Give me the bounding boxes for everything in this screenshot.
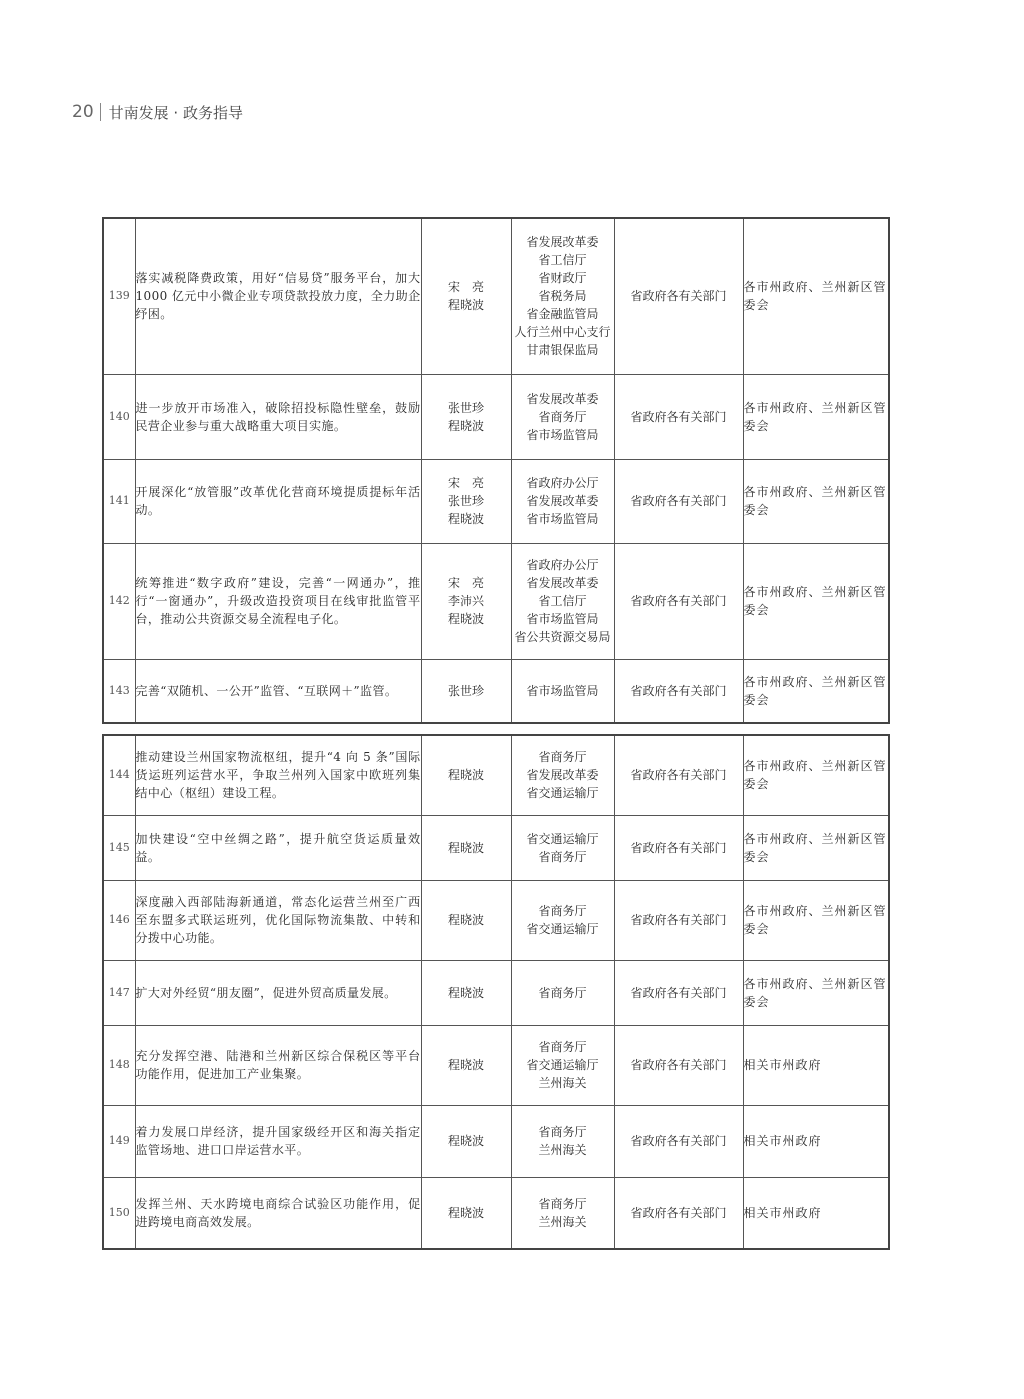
lead-unit: 省政府办公厅 xyxy=(526,476,599,490)
task-cell xyxy=(135,815,421,880)
lead-unit-cell xyxy=(511,880,614,960)
item-number: 146 xyxy=(108,913,130,926)
task-text: 扩大对外经贸“朋友圈”，促进外贸高质量发展。 xyxy=(135,985,397,1000)
item-number: 150 xyxy=(108,1205,130,1219)
lead-unit: 省商务厅 xyxy=(538,1040,587,1054)
coop-unit: 省政府各有关部门 xyxy=(630,985,727,1000)
lead-unit: 省市场监管局 xyxy=(526,683,599,698)
leader-cell xyxy=(421,1105,511,1177)
item-number-cell xyxy=(103,1105,135,1177)
task-text: 发挥兰州、天水跨境电商综合试验区功能作用，促进跨境电商高效发展。 xyxy=(135,1196,421,1229)
leader-name: 宋 亮 xyxy=(447,280,484,295)
coop-unit: 省政府各有关部门 xyxy=(630,409,727,424)
task-cell xyxy=(135,659,421,723)
lead-unit: 省发展改革委 xyxy=(526,391,599,406)
task-text: 着力发展口岸经济，提升国家级经开区和海关指定监管场地、进口口岸运营水平。 xyxy=(135,1125,421,1157)
leader-name: 程晓波 xyxy=(447,1134,484,1148)
responsible-unit: 相关市州政府 xyxy=(743,1205,822,1220)
lead-unit: 兰州海关 xyxy=(538,1214,587,1229)
table-row xyxy=(103,459,889,543)
coop-unit-cell xyxy=(614,543,743,659)
section-title: 甘南发展 · 政务指导 xyxy=(108,103,243,122)
leader-name: 李沛兴 xyxy=(447,594,484,608)
lead-unit: 省商务厅 xyxy=(538,1196,587,1211)
lead-unit-cell xyxy=(511,960,614,1025)
responsible-unit: 各市州政府、兰州新区管委会 xyxy=(743,674,887,707)
item-number: 144 xyxy=(108,768,130,782)
table-row xyxy=(103,815,889,880)
responsible-cell xyxy=(743,735,889,815)
table-row xyxy=(103,374,889,459)
task-table-body xyxy=(103,735,889,1249)
coop-unit-cell xyxy=(614,1105,743,1177)
item-number: 141 xyxy=(108,494,130,507)
leader-name: 程晓波 xyxy=(447,418,484,433)
leader-cell xyxy=(421,960,511,1025)
responsible-cell xyxy=(743,218,889,374)
coop-unit-cell xyxy=(614,735,743,815)
lead-unit: 省商务厅 xyxy=(538,849,587,864)
task-table-1 xyxy=(102,217,890,724)
responsible-unit: 各市州政府、兰州新区管委会 xyxy=(743,904,887,936)
lead-unit-cell xyxy=(511,735,614,815)
leader-cell xyxy=(421,218,511,374)
lead-unit: 省交通运输厅 xyxy=(526,786,599,801)
leader-cell xyxy=(421,374,511,459)
leader-name: 宋 亮 xyxy=(447,576,484,590)
coop-unit: 省政府各有关部门 xyxy=(630,1205,727,1220)
responsible-cell xyxy=(743,459,889,543)
item-number-cell xyxy=(103,543,135,659)
coop-unit: 省政府各有关部门 xyxy=(630,1058,727,1072)
leader-name: 程晓波 xyxy=(447,768,484,783)
leader-name: 程晓波 xyxy=(447,612,484,626)
responsible-cell xyxy=(743,374,889,459)
leader-name: 程晓波 xyxy=(447,512,484,526)
lead-unit: 省工信厅 xyxy=(538,594,587,608)
item-number: 143 xyxy=(108,683,130,697)
leader-name: 程晓波 xyxy=(447,1058,484,1072)
item-number: 145 xyxy=(108,840,130,854)
lead-unit-cell xyxy=(511,374,614,459)
lead-unit: 省市场监管局 xyxy=(526,612,599,626)
leader-name: 程晓波 xyxy=(447,1205,484,1220)
item-number: 142 xyxy=(108,594,130,607)
item-number: 148 xyxy=(108,1058,130,1071)
lead-unit-cell xyxy=(511,1105,614,1177)
lead-unit: 省金融监管局 xyxy=(526,307,599,322)
coop-unit-cell xyxy=(614,374,743,459)
task-cell xyxy=(135,1105,421,1177)
lead-unit-cell xyxy=(511,218,614,374)
leader-cell xyxy=(421,735,511,815)
task-cell xyxy=(135,1177,421,1249)
lead-unit: 省市场监管局 xyxy=(526,512,599,526)
task-cell xyxy=(135,218,421,374)
responsible-cell xyxy=(743,659,889,723)
coop-unit: 省政府各有关部门 xyxy=(630,289,727,304)
leader-name: 程晓波 xyxy=(447,985,484,1000)
lead-unit: 省商务厅 xyxy=(538,985,587,1000)
leader-name: 程晓波 xyxy=(447,840,484,855)
task-text: 完善“双随机、一公开”监管、“互联网＋”监管。 xyxy=(135,683,398,698)
lead-unit-cell xyxy=(511,543,614,659)
table-row xyxy=(103,218,889,374)
leader-cell xyxy=(421,659,511,723)
responsible-cell xyxy=(743,960,889,1025)
lead-unit-cell xyxy=(511,1025,614,1105)
responsible-cell xyxy=(743,815,889,880)
header-divider xyxy=(100,103,101,121)
table-row xyxy=(103,960,889,1025)
responsible-cell xyxy=(743,880,889,960)
task-cell xyxy=(135,1025,421,1105)
responsible-unit: 相关市州政府 xyxy=(743,1058,822,1072)
responsible-unit: 各市州政府、兰州新区管委会 xyxy=(743,759,887,792)
coop-unit-cell xyxy=(614,659,743,723)
lead-unit-cell xyxy=(511,815,614,880)
coop-unit-cell xyxy=(614,815,743,880)
leader-cell xyxy=(421,1177,511,1249)
lead-unit: 省交通运输厅 xyxy=(526,1058,599,1072)
coop-unit-cell xyxy=(614,218,743,374)
table-row xyxy=(103,1105,889,1177)
coop-unit: 省政府各有关部门 xyxy=(630,1134,727,1148)
responsible-cell xyxy=(743,543,889,659)
task-cell xyxy=(135,960,421,1025)
item-number-cell xyxy=(103,735,135,815)
item-number-cell xyxy=(103,459,135,543)
coop-unit: 省政府各有关部门 xyxy=(630,683,727,698)
lead-unit: 省工信厅 xyxy=(538,253,587,268)
lead-unit: 省政府办公厅 xyxy=(526,558,599,572)
item-number: 140 xyxy=(108,409,130,423)
leader-name: 宋 亮 xyxy=(447,476,484,490)
responsible-unit: 各市州政府、兰州新区管委会 xyxy=(743,976,887,1009)
leader-cell xyxy=(421,1025,511,1105)
lead-unit: 兰州海关 xyxy=(538,1076,587,1090)
responsible-unit: 各市州政府、兰州新区管委会 xyxy=(743,485,887,517)
responsible-unit: 各市州政府、兰州新区管委会 xyxy=(743,280,887,313)
leader-name: 张世珍 xyxy=(447,683,484,698)
coop-unit: 省政府各有关部门 xyxy=(630,913,727,927)
coop-unit: 省政府各有关部门 xyxy=(630,494,727,508)
responsible-unit: 各市州政府、兰州新区管委会 xyxy=(743,585,887,617)
responsible-cell xyxy=(743,1105,889,1177)
task-table-2 xyxy=(102,734,890,1250)
lead-unit: 省市场监管局 xyxy=(526,427,599,442)
task-cell xyxy=(135,735,421,815)
task-table-body xyxy=(103,218,889,723)
lead-unit: 人行兰州中心支行 xyxy=(514,325,611,340)
task-cell xyxy=(135,374,421,459)
lead-unit: 省公共资源交易局 xyxy=(514,630,611,644)
lead-unit-cell xyxy=(511,459,614,543)
coop-unit-cell xyxy=(614,880,743,960)
lead-unit-cell xyxy=(511,659,614,723)
lead-unit: 省发展改革委 xyxy=(526,576,599,590)
task-text: 进一步放开市场准入，破除招投标隐性壁垒，鼓励民营企业参与重大战略重大项目实施。 xyxy=(135,400,421,433)
item-number-cell xyxy=(103,218,135,374)
item-number: 139 xyxy=(108,289,130,303)
responsible-unit: 各市州政府、兰州新区管委会 xyxy=(743,400,887,433)
leader-name: 程晓波 xyxy=(447,913,484,927)
coop-unit: 省政府各有关部门 xyxy=(630,594,727,608)
coop-unit-cell xyxy=(614,459,743,543)
coop-unit: 省政府各有关部门 xyxy=(630,768,727,783)
task-text: 推动建设兰州国家物流枢纽，提升“4 向 5 条”国际货运班列运营水平，争取兰州列入国家中欧班列集结中心（枢纽）建设工程。 xyxy=(135,750,421,801)
coop-unit: 省政府各有关部门 xyxy=(630,840,727,855)
lead-unit: 省交通运输厅 xyxy=(526,831,599,846)
responsible-cell xyxy=(743,1177,889,1249)
item-number-cell xyxy=(103,815,135,880)
task-text: 开展深化“放管服”改革优化营商环境提质提标年活动。 xyxy=(135,485,421,517)
item-number-cell xyxy=(103,1177,135,1249)
coop-unit-cell xyxy=(614,1025,743,1105)
leader-cell xyxy=(421,459,511,543)
task-cell xyxy=(135,880,421,960)
lead-unit: 兰州海关 xyxy=(538,1143,587,1157)
lead-unit: 省财政厅 xyxy=(538,271,587,286)
task-cell xyxy=(135,459,421,543)
coop-unit-cell xyxy=(614,1177,743,1249)
leader-name: 张世珍 xyxy=(447,400,484,415)
lead-unit: 省商务厅 xyxy=(538,409,587,424)
task-text: 统筹推进“数字政府”建设，完善“一网通办”，推行“一窗通办”，升级改造投资项目在线审批监管平台，推动公共资源交易全流程电子化。 xyxy=(135,576,421,626)
table-row xyxy=(103,1177,889,1249)
page-number: 20 xyxy=(72,102,94,122)
lead-unit: 省发展改革委 xyxy=(526,768,599,783)
task-text: 深度融入西部陆海新通道，常态化运营兰州至广西至东盟多式联运班列，优化国际物流集散、中转和分拨中心功能。 xyxy=(135,895,421,945)
item-number-cell xyxy=(103,880,135,960)
table-row xyxy=(103,659,889,723)
lead-unit: 省交通运输厅 xyxy=(526,922,599,936)
lead-unit: 省税务局 xyxy=(538,289,587,304)
lead-unit: 省发展改革委 xyxy=(526,235,599,250)
item-number: 149 xyxy=(108,1134,130,1147)
item-number: 147 xyxy=(108,985,130,999)
task-text: 充分发挥空港、陆港和兰州新区综合保税区等平台功能作用，促进加工产业集聚。 xyxy=(135,1049,421,1081)
item-number-cell xyxy=(103,374,135,459)
leader-cell xyxy=(421,543,511,659)
leader-name: 张世珍 xyxy=(447,494,484,508)
item-number-cell xyxy=(103,1025,135,1105)
coop-unit-cell xyxy=(614,960,743,1025)
lead-unit: 省发展改革委 xyxy=(526,494,599,508)
item-number-cell xyxy=(103,960,135,1025)
leader-cell xyxy=(421,815,511,880)
responsible-cell xyxy=(743,1025,889,1105)
lead-unit: 省商务厅 xyxy=(538,904,587,918)
task-text: 加快建设“空中丝绸之路”，提升航空货运质量效益。 xyxy=(135,831,421,864)
table-row xyxy=(103,880,889,960)
table-row xyxy=(103,735,889,815)
table-row xyxy=(103,543,889,659)
lead-unit: 省商务厅 xyxy=(538,750,587,765)
task-text: 落实减税降费政策，用好“信易贷”服务平台，加大 1000 亿元中小微企业专项贷款投放力度，全力助企纾困。 xyxy=(135,271,421,322)
responsible-unit: 相关市州政府 xyxy=(743,1134,822,1148)
item-number-cell xyxy=(103,659,135,723)
leader-cell xyxy=(421,880,511,960)
page-header xyxy=(72,100,243,124)
task-cell xyxy=(135,543,421,659)
responsible-unit: 各市州政府、兰州新区管委会 xyxy=(743,831,887,864)
lead-unit: 省商务厅 xyxy=(538,1125,587,1139)
leader-name: 程晓波 xyxy=(447,298,484,313)
lead-unit: 甘肃银保监局 xyxy=(526,343,599,358)
table-row xyxy=(103,1025,889,1105)
lead-unit-cell xyxy=(511,1177,614,1249)
